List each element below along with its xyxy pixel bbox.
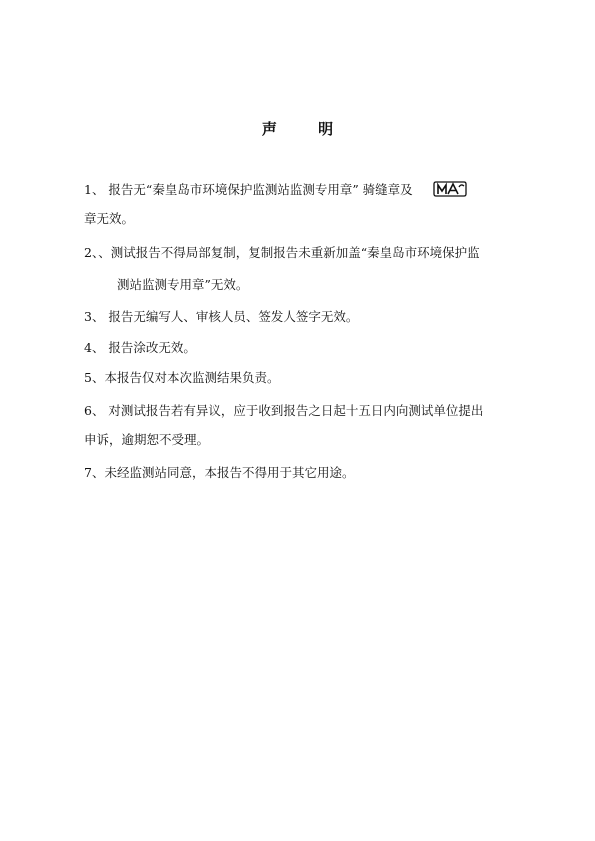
statement-item-1	[84, 182, 467, 199]
page-title: 声 明	[261, 120, 352, 138]
statement-item-1-continuation: 章无效。	[84, 211, 135, 226]
statement-item-3: 3、 报告无编写人、审核人员、签发人签字无效。	[84, 309, 359, 324]
statement-item-7: 7、未经监测站同意，本报告不得用于其它用途。	[84, 465, 355, 480]
statement-item-2: 2、、测试报告不得局部复制，复制报告未重新加盖“秦皇岛市环境保护监	[84, 245, 480, 260]
statement-item-5: 5、本报告仅对本次监测结果负责。	[84, 370, 280, 385]
statement-text: 1、 报告无“秦皇岛市环境保护监测站监测专用章” 骑缝章及	[84, 182, 413, 197]
statement-item-4: 4、 报告涂改无效。	[84, 340, 196, 355]
statement-item-2-continuation: 测站监测专用章”无效。	[117, 277, 249, 292]
cma-seal-icon	[433, 181, 467, 197]
statement-item-6: 6、 对测试报告若有异议，应于收到报告之日起十五日内向测试单位提出	[84, 403, 484, 418]
statement-item-6-continuation: 申诉，逾期恕不受理。	[84, 432, 210, 447]
